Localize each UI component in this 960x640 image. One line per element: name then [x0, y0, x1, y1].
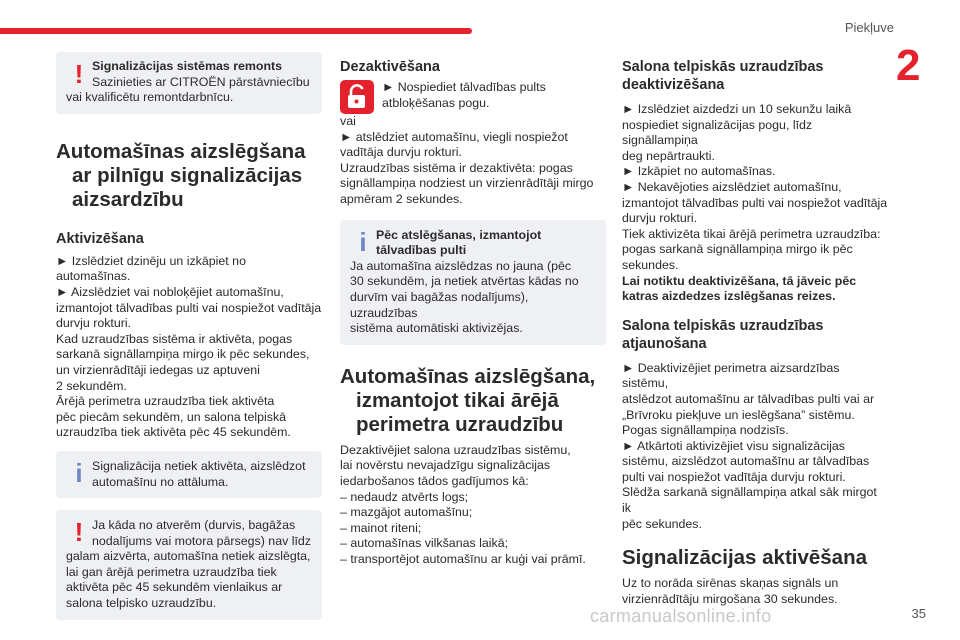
unlock-padlock-icon [340, 80, 374, 114]
heading-full-lock: Automašīnas aizslēgšana ar pilnīgu signalizācijas aizsardzību [56, 139, 306, 211]
exterior-text: Dezaktivējiet salona uzraudzības sistēmu, lai novērstu nevajadzīgu signalizācijas iedarbošanos tādos gadījumos kā: – nedaudz atvērts logs; – mazgājot automašīnu; – mainot riteni; – automašīnas vilkšanas laikā; – transportējot automašīnu ar kuģi vai prāmī. [340, 442, 586, 566]
info-icon: i [359, 226, 367, 257]
heading-interior-on: Salona telpiskās uzraudzības atjaunošana [622, 317, 824, 352]
activation-text: ► Izslēdziet dzinēju un izkāpiet no automašīnas. ► Aizslēdziet vai nobloķējiet automašīnu, izmantojot tālvadības pulti vai nospiežot vadītāja durvju rokturi. Kad uzraudzības sistēma ir aktivēta, pogas sarkanā signāllampiņa mirgo ik pēc sekundes, un virzienrādītāji iedegas uz aptuveni 2 sekundēm. Ārējā perimetra uzraudzība tiek aktivēta pēc piecām sekundēm, un salona telpiskā uzraudzība tiek aktivēta pēc 45 sekundēm. [56, 253, 322, 440]
unlock-instruction: ► Nospiediet tālvadības pults atbloķēšanas pogu. [340, 80, 606, 114]
warning-icon: ! [74, 59, 84, 89]
watermark: carmanualsonline.info [590, 606, 772, 626]
section-title: Piekļuve [844, 20, 894, 35]
heading-deactivation: Dezaktivēšana [340, 59, 440, 75]
heading-interior-off: Salona telpiskās uzraudzības deaktivizēšana [622, 59, 824, 93]
page-number: 35 [911, 606, 926, 621]
interior-off-text: ► Izslēdziet aizdedzi un 10 sekunžu laikā nospiediet signalizācijas pogu, līdz signāllampiņa deg nepārtraukti. ► Izkāpiet no automašīnas. ► Nekavējoties aizslēdziet automašīnu, izmantojot tālvadības pulti vai nospiežot vadītāja durvju rokturi. Tiek aktivizēta tikai ārējā perimetra uzraudzība: pogas sarkanā signāllampiņa mirgo ik pēc sekundes. Lai notiktu deaktivizēšana, tā jāveic pēc katras aizdedzes izslēgšanas reizes. [622, 102, 888, 304]
column-2 [340, 52, 606, 567]
heading-activation: Aktivizēšana [56, 230, 144, 247]
warning-box-open-doors: ! Ja kāda no atverēm (durvis, bagāžas nodalījums vai motora pārsegs) nav līdz galam aizvērta, automašīna netiek aizslēgta, lai gan ārējā perimetra uzraudzība tiek aktivēta pēc 45 sekundēm vienlaikus ar salona telpisko uzraudzību. [56, 510, 322, 620]
info-box-relock: i Pēc atslēgšanas, izmantojot tālvadības pulti Ja automašīna aizslēdzas no jauna (pēc 30 sekundēm, ja netiek atvērtas kādas no durvīm vai bagāžas nodalījums), uzraudzības sistēma automātiski aktivizējas. [340, 220, 606, 345]
chapter-number: 2 [896, 41, 921, 90]
info-icon: i [75, 457, 83, 488]
warning-title: Signalizācijas sistēmas remonts [92, 59, 283, 73]
info-box-remote: i Signalizācija netiek aktivēta, aizslēdzot automašīnu no attāluma. [56, 451, 322, 498]
heading-alarm-trigger: Signalizācijas aktivēšana [622, 546, 867, 570]
heading-exterior-lock: Automašīnas aizslēgšana, izmantojot tikai ārējā perimetra uzraudzību [340, 364, 596, 436]
warning-icon: ! [74, 517, 84, 548]
deactivation-text: vai ► atslēdziet automašīnu, viegli nospiežot vadītāja durvju rokturi. Uzraudzības sistēma ir dezaktivēta: pogas signāllampiņa nodziest un virzienrādītāji mirgo apmēram 2 sekundes. [340, 114, 594, 206]
alarm-text: Uz to norāda sirēnas skaņas signāls un virzienrādītāju mirgošana 30 sekundes. [622, 576, 839, 606]
top-accent-bar [0, 28, 472, 34]
column-3 [622, 52, 888, 607]
interior-on-text: ► Deaktivizējiet perimetra aizsardzības sistēmu, atslēdzot automašīnu ar tālvadības pulti vai ar „Brīvroku piekļuve un ieslēgšana” sistēmu. Pogas signāllampiņa nodzisīs. ► Atkārtoti aktivizējiet visu signalizācijas sistēmu, aizslēdzot automašīnu ar tālvadības pulti vai nospiežot vadītāja durvju rokturi. Slēdža sarkanā signāllampiņa atkal sāk mirgot ik pēc sekundes. [622, 360, 877, 531]
column-1 [56, 52, 322, 620]
warning-text: vai kvalificētu remontdarbnīcu. [66, 90, 234, 105]
warning-box-repair [56, 52, 322, 114]
warning-text: Sazinieties ar CITROËN pārstāvniecību [92, 74, 310, 89]
